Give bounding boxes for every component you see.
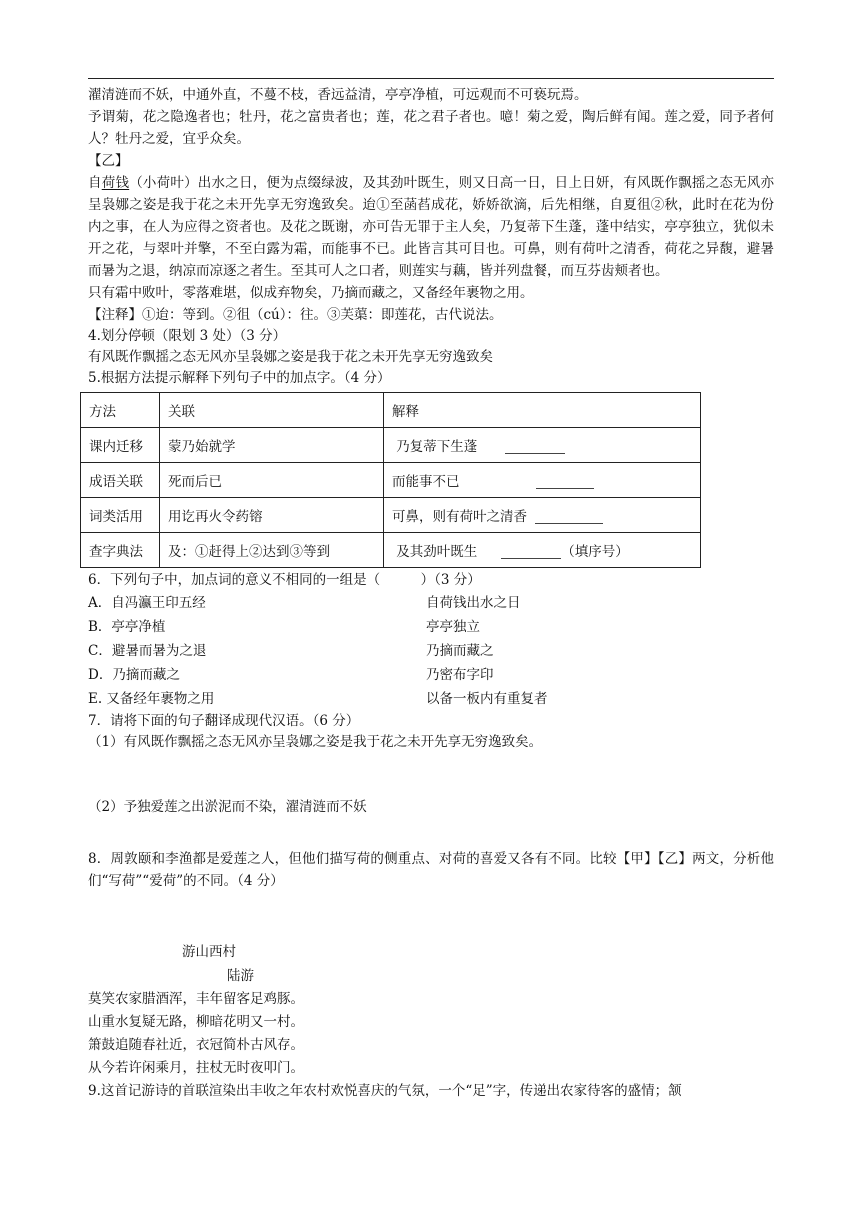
option-d-right: 乃密布字印 <box>426 667 494 683</box>
table-cell-method: 词类活用 <box>81 498 160 533</box>
answer-space[interactable] <box>88 753 774 797</box>
option-b-left: B．亭亭净植 <box>88 619 166 635</box>
question-9: 9.这首记游诗的首联渲染出丰收之年农村欢悦喜庆的气氛，一个“足”字，传递出农家待客的盛情；颔 <box>88 1083 682 1099</box>
question-7-2: （2）予独爱莲之出淤泥而不染，濯清涟而不妖 <box>88 799 367 815</box>
table-cell-explain: 及其劲叶既生 （填序号） <box>384 533 701 568</box>
option-c-right: 乃摘而藏之 <box>426 643 494 659</box>
table-header-cell: 关联 <box>160 393 384 428</box>
option-c-left: C．避暑而暑为之退 <box>88 643 207 659</box>
method-table <box>80 392 701 568</box>
answer-blank[interactable] <box>536 476 594 489</box>
question-6-options <box>88 591 774 711</box>
answer-space[interactable] <box>88 818 774 848</box>
question-4-sentence: 有风既作飘摇之态无风亦呈袅娜之姿是我于花之未开先享无穷逸致矣 <box>88 349 493 365</box>
poem-line: 从今若许闲乘月，拄杖无时夜叩门。 <box>88 1060 304 1076</box>
table-cell-method: 查字典法 <box>81 533 160 568</box>
table-row <box>81 533 701 568</box>
table-row <box>81 428 701 463</box>
question-6: 6．下列句子中，加点词的意义不相同的一组是（ ）（3 分） <box>88 572 481 588</box>
header-rule <box>88 78 774 79</box>
yi-heading: 【乙】 <box>88 153 129 169</box>
document-body <box>88 84 774 1103</box>
question-4: 4.划分停顿（限划 3 处）（3 分） <box>88 328 287 344</box>
table-header-row <box>81 393 701 428</box>
jia-line-1: 濯清涟而不妖，中通外直，不蔓不枝，香远益清，亭亭净植，可远观而不可亵玩焉。 <box>88 87 588 103</box>
answer-blank[interactable] <box>535 511 603 524</box>
option-e-right: 以备一板内有重复者 <box>426 691 548 707</box>
hejian-underlined: 荷钱 <box>101 175 130 191</box>
jia-line-2: 予谓菊，花之隐逸者也；牡丹，花之富贵者也；莲，花之君子者也。噫！菊之爱，陶后鲜有闻。莲之爱，同予者何人？牡丹之爱，宜乎众矣。 <box>88 109 774 147</box>
option-a-right: 自荷钱出水之日 <box>426 595 521 611</box>
question-7: 7．请将下面的句子翻译成现代汉语。（6 分） <box>88 713 360 729</box>
option-d-left: D．乃摘而藏之 <box>88 667 180 683</box>
table-row <box>81 498 701 533</box>
table-cell-related: 用讫再火令药镕 <box>160 498 384 533</box>
poem-author: 陆游 <box>227 968 254 984</box>
poem-title: 游山西村 <box>182 944 236 960</box>
question-5: 5.根据方法提示解释下列句子中的加点字。（4 分） <box>88 370 391 386</box>
option-a-left: A．自冯瀛王印五经 <box>88 595 206 611</box>
table-cell-explain: 而能事不已 <box>384 463 701 498</box>
table-cell-related: 蒙乃始就学 <box>160 428 384 463</box>
table-cell-related: 死而后已 <box>160 463 384 498</box>
answer-blank[interactable] <box>505 441 565 454</box>
table-cell-method: 课内迁移 <box>81 428 160 463</box>
table-cell-explain: 可鼻，则有荷叶之清香 <box>384 498 701 533</box>
table-row <box>81 463 701 498</box>
option-e-left: E. 又备经年裹物之用 <box>88 691 215 707</box>
table-header-cell: 方法 <box>81 393 160 428</box>
answer-space[interactable] <box>88 892 774 940</box>
answer-blank[interactable] <box>501 546 561 559</box>
table-cell-method: 成语关联 <box>81 463 160 498</box>
question-7-1: （1）有风既作飘摇之态无风亦呈袅娜之姿是我于花之未开先享无穷逸致矣。 <box>88 734 543 750</box>
yi-paragraph-1: 自荷钱（小荷叶）出水之日，便为点缀绿波，及其劲叶既生，则又日高一日，日上日妍，有风既作飘摇之态无风亦呈袅娜之姿是我于花之未开先享无穷逸致矣。迨①至菡萏成花，娇娇欲滴，后先相继，自夏徂②秋，此时在花为份内之事，在人为应得之资者也。及花之既谢，亦可告无罪于主人矣，乃复蒂下生蓬，蓬中结实，亭亭独立，犹似未开之花，与翠叶并擎，不至白露为霜，而能事不已。此皆言其可目也。可鼻，则有荷叶之清香，荷花之异馥，避暑而暑为之退，纳凉而凉逐之者生。至其可人之口者，则莲实与藕，皆并列盘餐，而互芬齿颊者也。 <box>88 175 775 279</box>
table-cell-related: 及：①赶得上②达到③等到 <box>160 533 384 568</box>
note: 【注释】①迨：等到。②徂（cú）：往。③芙蕖：即莲花，古代说法。 <box>88 307 503 323</box>
option-b-right: 亭亭独立 <box>426 619 480 635</box>
table-header-cell: 解释 <box>384 393 701 428</box>
poem-line: 山重水复疑无路，柳暗花明又一村。 <box>88 1014 304 1030</box>
table-cell-explain: 乃复蒂下生蓬 <box>384 428 701 463</box>
poem-line: 莫笑农家腊酒浑，丰年留客足鸡豚。 <box>88 991 304 1007</box>
question-8: 8．周敦颐和李渔都是爱莲之人，但他们描写荷的侧重点、对荷的喜爱又各有不同。比较【甲】【乙】两文，分析他们“写荷”“爱荷”的不同。（4 分） <box>88 851 774 889</box>
poem-line: 箫鼓追随春社近，衣冠简朴古风存。 <box>88 1037 304 1053</box>
yi-paragraph-2: 只有霜中败叶，零落难堪，似成弃物矣，乃摘而藏之，又备经年裹物之用。 <box>88 285 534 301</box>
